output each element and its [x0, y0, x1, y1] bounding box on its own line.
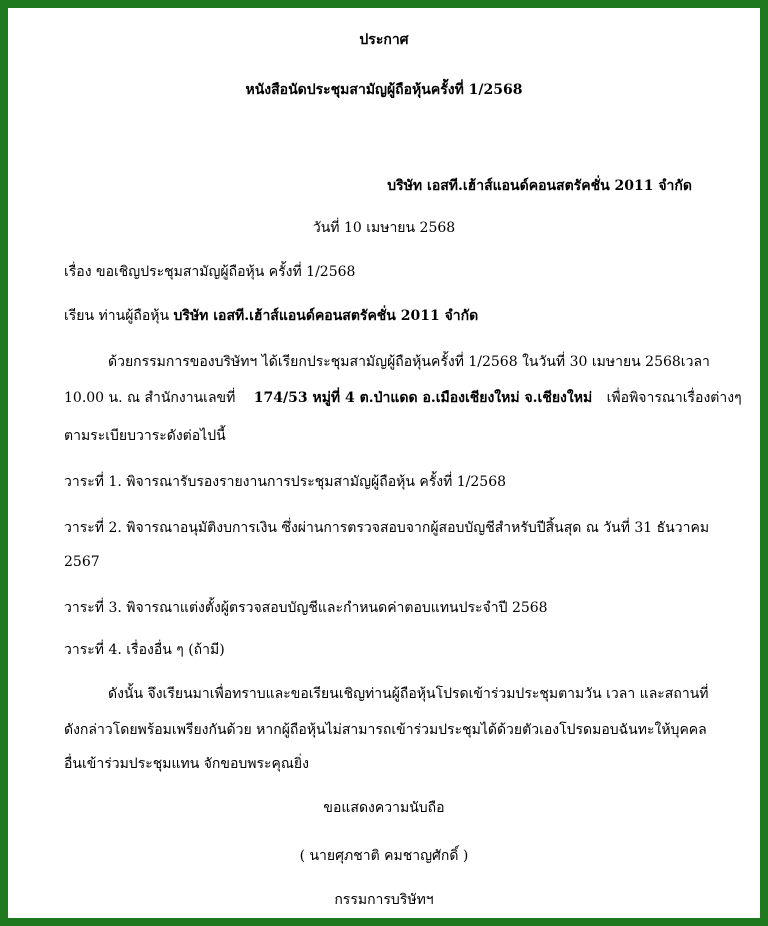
agenda-item-4	[64, 640, 225, 660]
body-paragraph-line-3: ตามระเบียบวาระดังต่อไปนี้	[64, 428, 226, 444]
agenda-label: วาระที่ 2.	[64, 520, 122, 536]
agenda-text: พิจารณาอนุมัติงบการเงิน ซึ่งผ่านการตรวจสอบจากผู้สอบบัญชีสำหรับปีสิ้นสุด ณ วันที่ 31 ธันวาคม	[126, 520, 710, 536]
signature-name: ( นายศุภชาติ คมชาญศักดิ์ )	[299, 848, 469, 864]
subject-line	[64, 262, 355, 282]
agenda-label: วาระที่ 1.	[64, 474, 122, 490]
agenda-text: พิจารณาแต่งตั้งผู้ตรวจสอบบัญชีและกำหนดค่าตอบแทนประจำปี 2568	[126, 600, 548, 616]
recipient-company: บริษัท เอสที.เฮ้าส์แอนด์คอนสตรัคชั่น 2011 จำกัด	[173, 308, 479, 324]
document-title: ประกาศ	[359, 32, 409, 48]
closing-line-2: ดังกล่าวโดยพร้อมเพรียงกันด้วย หากผู้ถือหุ้นไม่สามารถเข้าร่วมประชุมได้ด้วยตัวเองโปรดมอบฉันทะให้บุคคล	[64, 722, 707, 738]
office-address: 174/53 หมู่ที่ 4 ต.ป่าแดด อ.เมืองเชียงใหม่ จ.เชียงใหม่	[253, 390, 593, 406]
agenda-item-2	[64, 518, 709, 538]
closing-line-3: อื่นเข้าร่วมประชุมแทน จักขอบพระคุณยิ่ง	[64, 756, 309, 772]
signature-position: กรรมการบริษัทฯ	[334, 892, 434, 908]
signature-regards: ขอแสดงความนับถือ	[323, 800, 445, 816]
agenda-text: พิจารณารับรองรายงานการประชุมสามัญผู้ถือหุ้น ครั้งที่ 1/2568	[126, 474, 507, 490]
document-frame	[8, 8, 760, 918]
body-paragraph-line-1: ด้วยกรรมการของบริษัทฯ ได้เรียกประชุมสามัญผู้ถือหุ้นครั้งที่ 1/2568 ในวันที่ 30 เมษายน 2568เวลา	[108, 354, 710, 370]
agenda-item-1	[64, 472, 506, 492]
subject-label: เรื่อง	[64, 264, 92, 280]
agenda-item-2-continued: 2567	[64, 554, 100, 570]
closing-line-1: ดังนั้น จึงเรียนมาเพื่อทราบและขอเรียนเชิญท่านผู้ถือหุ้นโปรดเข้าร่วมประชุมตามวัน เวลา และสถานที่	[108, 686, 709, 702]
recipient-label: เรียน	[64, 308, 95, 324]
agenda-label: วาระที่ 4.	[64, 642, 122, 658]
body-paragraph-line-2	[64, 388, 742, 408]
agenda-item-3	[64, 598, 548, 618]
office-label: 10.00 น. ณ สำนักงานเลขที่	[64, 390, 236, 406]
company-name: บริษัท เอสที.เฮ้าส์แอนด์คอนสตรัคชั่น 2011 จำกัด	[387, 178, 692, 194]
purpose-text: เพื่อพิจารณาเรื่องต่างๆ	[606, 390, 742, 406]
recipient-line	[64, 306, 478, 326]
document-date: วันที่ 10 เมษายน 2568	[312, 220, 456, 236]
agenda-text: เรื่องอื่น ๆ (ถ้ามี)	[126, 642, 225, 658]
announcement-document	[8, 8, 760, 918]
agenda-label: วาระที่ 3.	[64, 600, 122, 616]
recipient-prefix: ท่านผู้ถือหุ้น	[98, 308, 170, 324]
document-subtitle: หนังสือนัดประชุมสามัญผู้ถือหุ้นครั้งที่ 1/2568	[245, 82, 523, 98]
subject-text: ขอเชิญประชุมสามัญผู้ถือหุ้น ครั้งที่ 1/2568	[96, 264, 356, 280]
